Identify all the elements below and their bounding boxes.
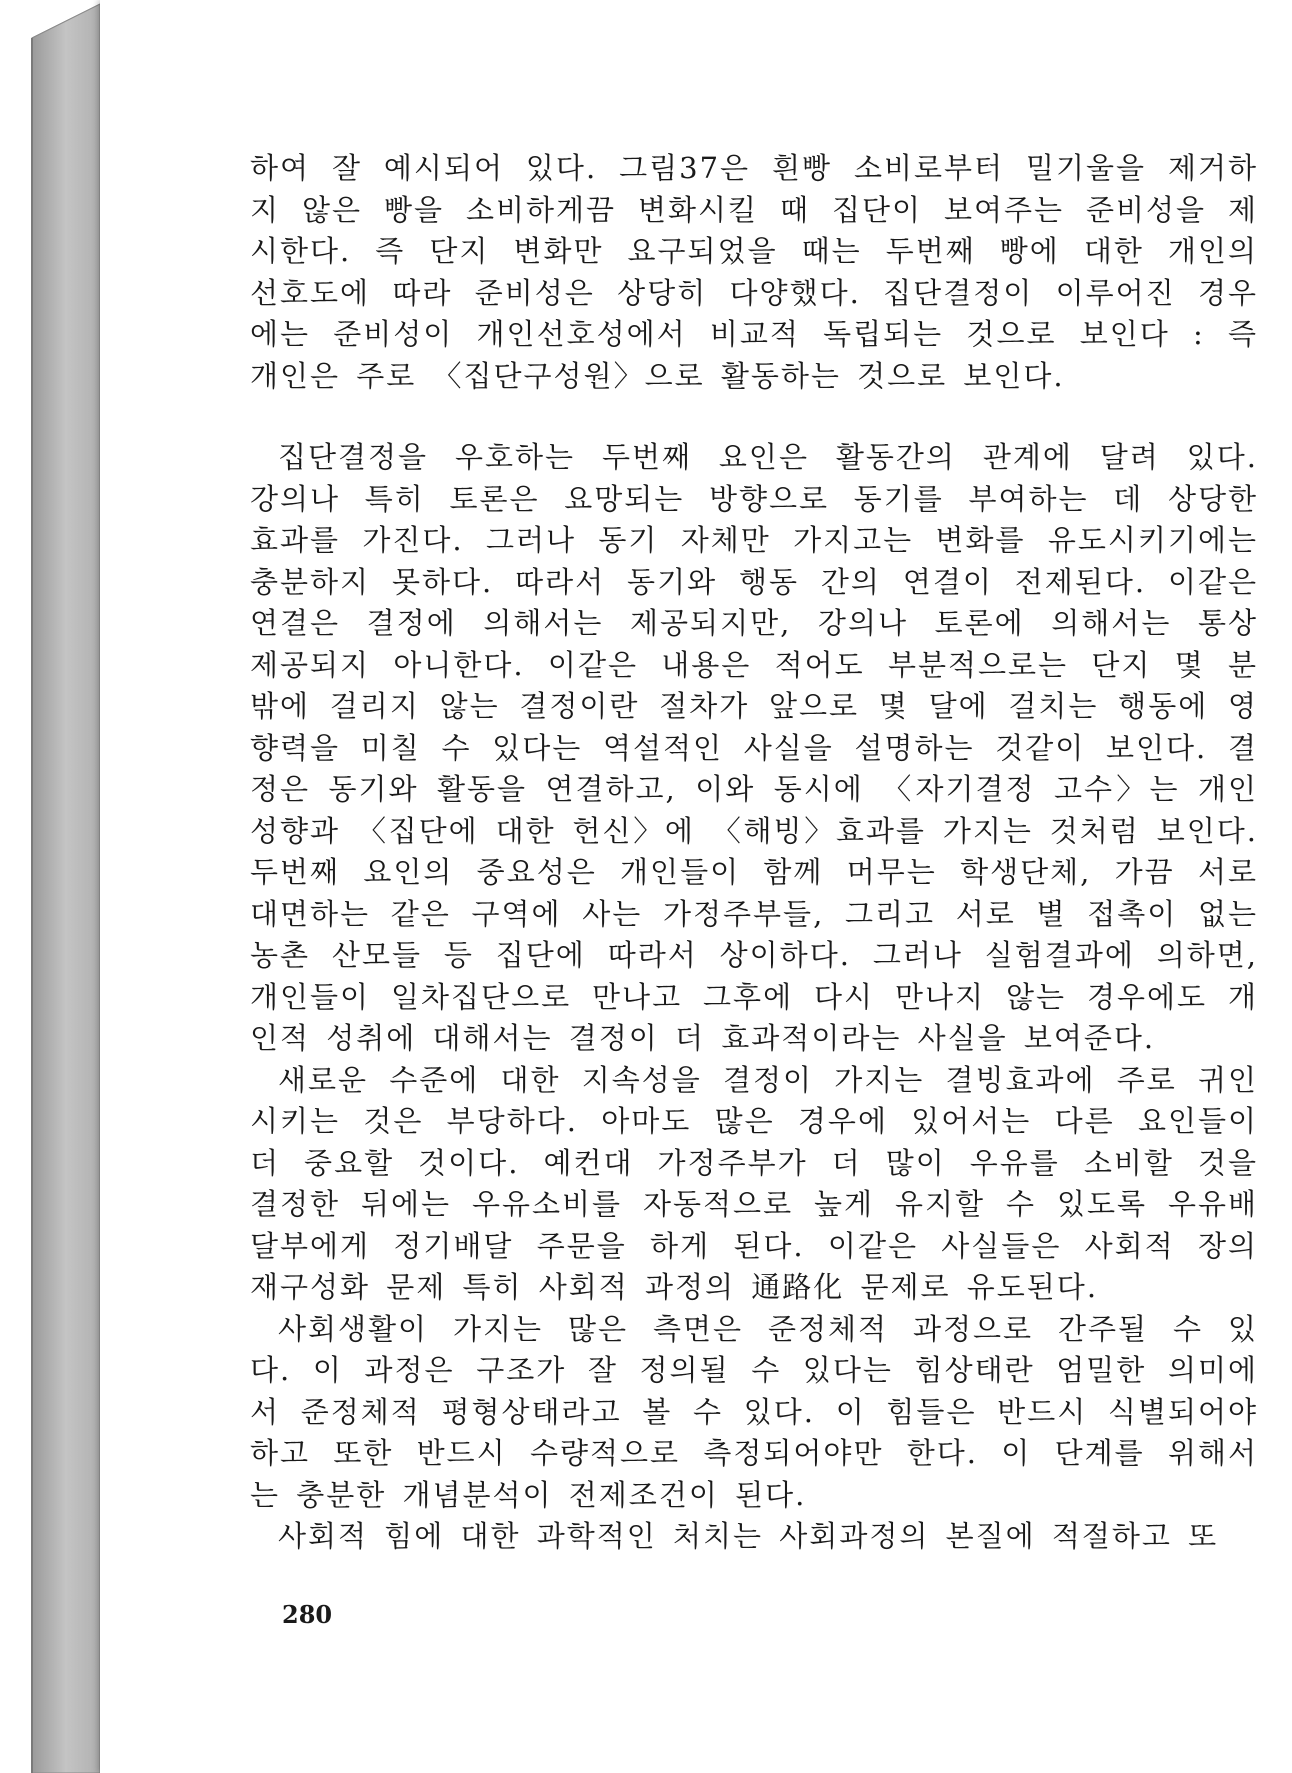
text-line: 충분하지 못하다. 따라서 동기와 행동 간의 연결이 전제된다. 이같은 [250, 564, 1258, 599]
book-page [100, 0, 1292, 1773]
text-line: 인적 성취에 대해서는 결정이 더 효과적이라는 사실을 보여준다. [250, 1021, 1156, 1055]
text-line: 결정한 뒤에는 우유소비를 자동적으로 높게 유지할 수 있도록 우유배 [250, 1187, 1258, 1221]
paragraph [250, 437, 1258, 1060]
text-line: 두번째 요인의 중요성은 개인들이 함께 머무는 학생단체, 가끔 서로 [250, 855, 1258, 889]
paragraph [250, 148, 1258, 397]
text-line: 에는 준비성이 개인선호성에서 비교적 독립되는 것으로 보인다 : 즉 [250, 317, 1258, 351]
text-line: 시키는 것은 부당하다. 아마도 많은 경우에 있어서는 다른 요인들이 [250, 1104, 1258, 1138]
text-line: 개인은 주로 〈집단구성원〉으로 활동하는 것으로 보인다. [250, 358, 1065, 393]
text-line: 다. 이 과정은 구조가 잘 정의될 수 있다는 힘상태란 엄밀한 의미에 [250, 1353, 1258, 1387]
text-line: 집단결정을 우호하는 두번째 요인은 활동간의 관계에 달려 있다. [278, 440, 1258, 474]
text-line: 효과를 가진다. 그러나 동기 자체만 가지고는 변화를 유도시키기에는 [250, 523, 1258, 557]
text-line: 밖에 걸리지 않는 결정이란 절차가 앞으로 몇 달에 걸치는 행동에 영 [250, 689, 1258, 723]
paragraph [250, 1060, 1258, 1309]
text-line: 더 중요할 것이다. 예컨대 가정주부가 더 많이 우유를 소비할 것을 [250, 1145, 1258, 1180]
text-line: 성향과 〈집단에 대한 헌신〉에 〈해빙〉효과를 가지는 것처럼 보인다. [250, 813, 1258, 848]
text-line: 정은 동기와 활동을 연결하고, 이와 동시에 〈자기결정 고수〉는 개인 [250, 772, 1258, 806]
text-line: 재구성화 문제 특히 사회적 과정의 通路化 문제로 유도된다. [250, 1270, 1099, 1304]
text-line: 하여 잘 예시되어 있다. 그림37은 흰빵 소비로부터 밀기울을 제거하 [250, 151, 1258, 185]
text-line: 서 준정체적 평형상태라고 볼 수 있다. 이 힘들은 반드시 식별되어야 [250, 1394, 1258, 1429]
text-line: 달부에게 정기배달 주문을 하게 된다. 이같은 사실들은 사회적 장의 [250, 1228, 1258, 1263]
text-line: 대면하는 같은 구역에 사는 가정주부들, 그리고 서로 별 접촉이 없는 [250, 896, 1258, 931]
paragraph-gap [250, 397, 1258, 437]
paragraph [250, 1309, 1258, 1517]
paragraph [250, 1516, 1258, 1558]
text-line: 새로운 수준에 대한 지속성을 결정이 가지는 결빙효과에 주로 귀인 [278, 1062, 1258, 1097]
text-line: 는 충분한 개념분석이 전제조건이 된다. [250, 1477, 807, 1512]
text-line: 연결은 결정에 의해서는 제공되지만, 강의나 토론에 의해서는 통상 [250, 606, 1258, 640]
text-line: 선호도에 따라 준비성은 상당히 다양했다. 집단결정이 이루어진 경우 [250, 275, 1258, 310]
body-text [250, 148, 1258, 1558]
text-line: 하고 또한 반드시 수량적으로 측정되어야만 한다. 이 단계를 위해서 [250, 1436, 1258, 1470]
page-number: 280 [282, 1600, 333, 1629]
text-line: 지 않은 빵을 소비하게끔 변화시킬 때 집단이 보여주는 준비성을 제 [250, 192, 1258, 227]
spine-side-face [32, 4, 100, 1773]
text-line: 시한다. 즉 단지 변화만 요구되었을 때는 두번째 빵에 대한 개인의 [250, 234, 1258, 268]
text-line: 개인들이 일차집단으로 만나고 그후에 다시 만나지 않는 경우에도 개 [250, 979, 1258, 1014]
text-line: 사회생활이 가지는 많은 측면은 준정체적 과정으로 간주될 수 있 [278, 1311, 1258, 1346]
text-line: 사회적 힘에 대한 과학적인 처치는 사회과정의 본질에 적절하고 또 [278, 1519, 1219, 1553]
text-line: 제공되지 아니한다. 이같은 내용은 적어도 부분적으로는 단지 몇 분 [250, 647, 1258, 682]
text-line: 강의나 특히 토론은 요망되는 방향으로 동기를 부여하는 데 상당한 [250, 481, 1258, 516]
text-line: 농촌 산모들 등 집단에 따라서 상이하다. 그러나 실험결과에 의하면, [250, 938, 1258, 972]
text-line: 향력을 미칠 수 있다는 역설적인 사실을 설명하는 것같이 보인다. 결 [250, 730, 1258, 765]
